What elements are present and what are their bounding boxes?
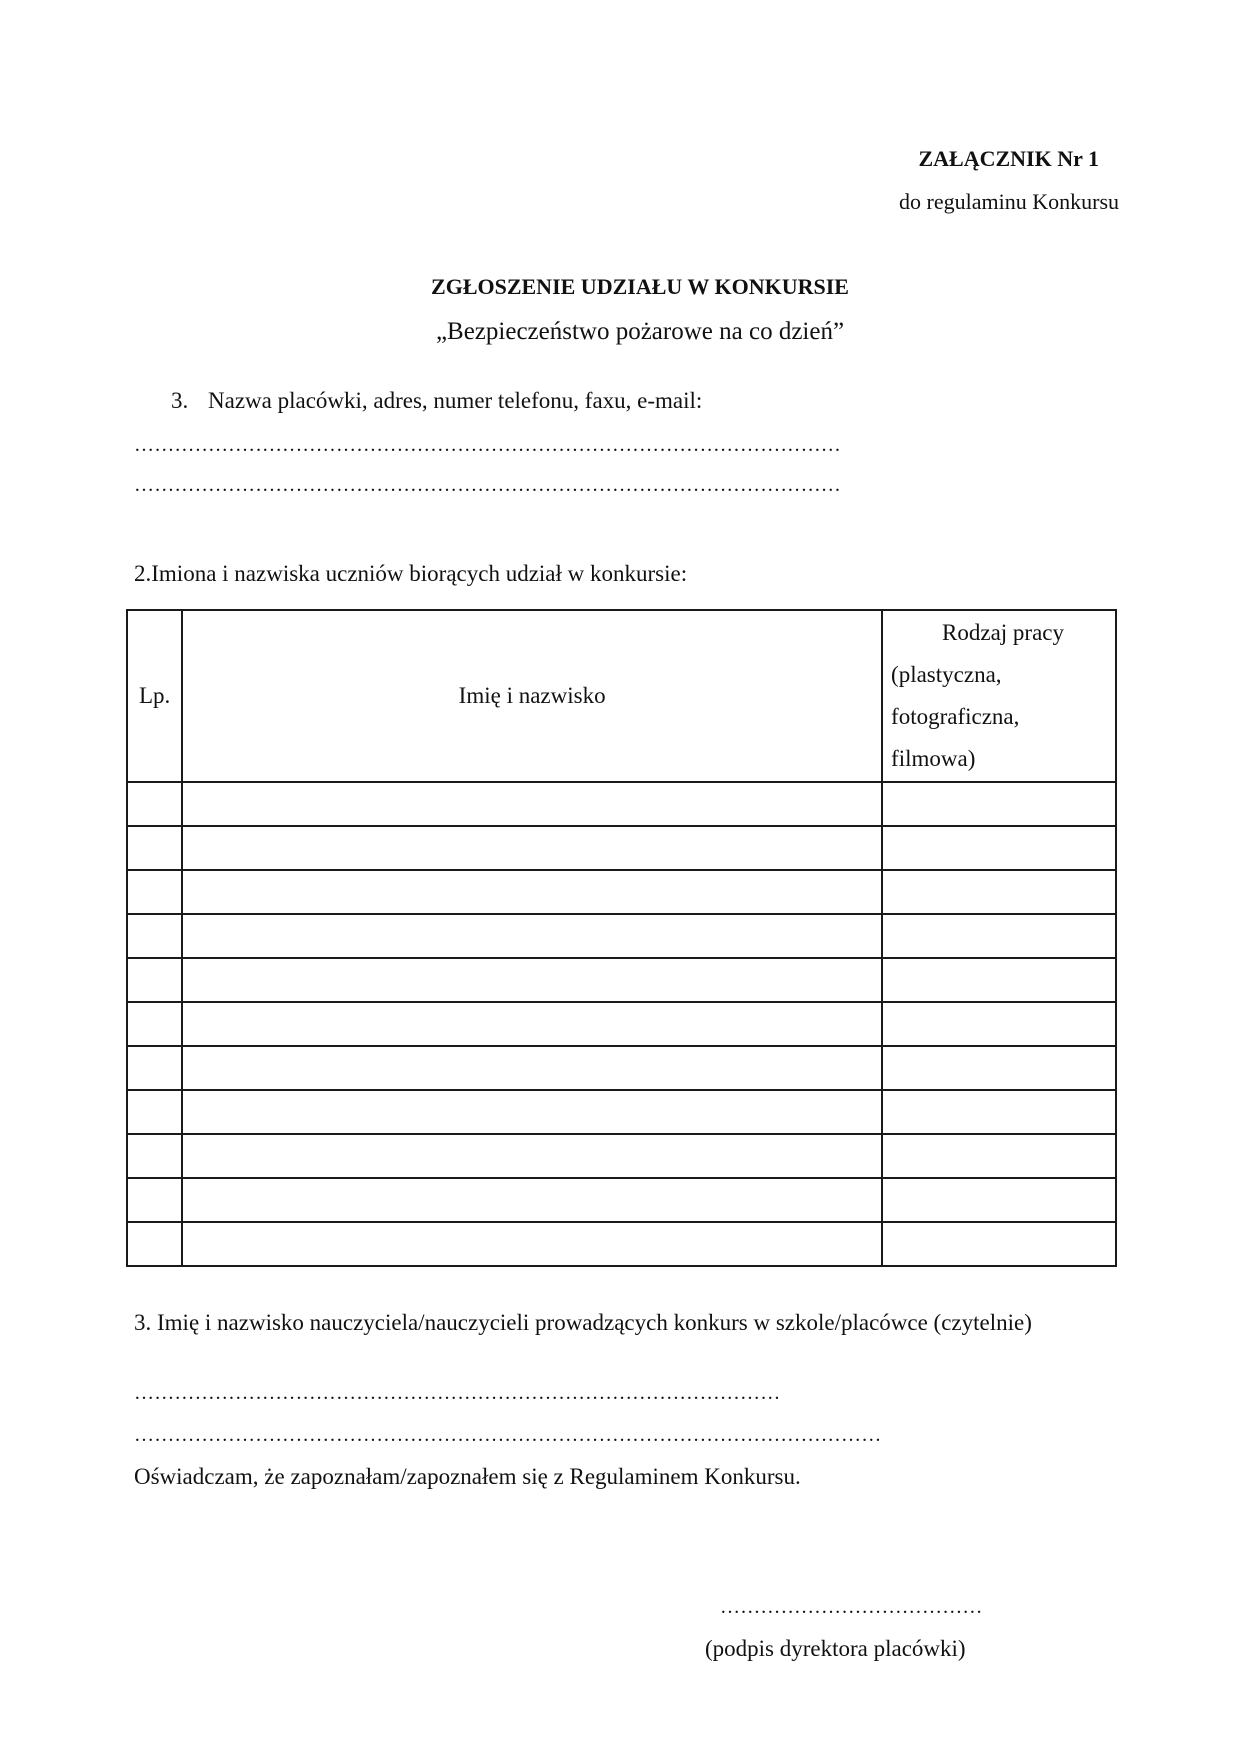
lp-cell[interactable] xyxy=(127,1046,182,1090)
table-row xyxy=(127,870,1116,914)
table-row xyxy=(127,1222,1116,1266)
work-type-cell[interactable] xyxy=(882,870,1116,914)
lp-cell[interactable] xyxy=(127,782,182,826)
table-row xyxy=(127,782,1116,826)
section3-label: 3. Imię i nazwisko nauczyciela/nauczycieli prowadzących konkurs w szkole/placówce (czytelnie) xyxy=(134,1310,1032,1335)
lp-cell[interactable] xyxy=(127,914,182,958)
column-header-name: Imię i nazwisko xyxy=(182,610,882,782)
name-cell[interactable] xyxy=(182,1178,882,1222)
name-cell[interactable] xyxy=(182,1134,882,1178)
name-cell[interactable] xyxy=(182,826,882,870)
work-type-cell[interactable] xyxy=(882,1002,1116,1046)
form-title: ZGŁOSZENIE UDZIAŁU W KONKURSIE xyxy=(431,274,849,299)
table-row xyxy=(127,958,1116,1002)
work-type-line-1: Rodzaj pracy xyxy=(942,620,1065,645)
lp-cell[interactable] xyxy=(127,1134,182,1178)
work-type-cell[interactable] xyxy=(882,1090,1116,1134)
attachment-title: ZAŁĄCZNIK Nr 1 xyxy=(918,146,1099,171)
table-row xyxy=(127,1002,1116,1046)
work-type-line-3: fotograficzna, xyxy=(891,704,1020,729)
section1-fill-line-1[interactable]: …………………………………………………………………………………………… xyxy=(134,434,841,456)
form-subtitle: „Bezpieczeństwo pożarowe na co dzień” xyxy=(435,318,845,345)
name-cell[interactable] xyxy=(182,1046,882,1090)
work-type-cell[interactable] xyxy=(882,1134,1116,1178)
name-cell[interactable] xyxy=(182,1090,882,1134)
section1-fill-line-2[interactable]: …………………………………………………………………………………………… xyxy=(134,474,841,496)
section3-fill-line-1[interactable]: …………………………………………………………………………………… xyxy=(134,1382,781,1404)
statement-text: Oświadczam, że zapoznałam/zapoznałem się z Regulaminem Konkursu. xyxy=(134,1464,801,1489)
lp-cell[interactable] xyxy=(127,1090,182,1134)
students-table xyxy=(126,609,1117,1267)
lp-cell[interactable] xyxy=(127,958,182,1002)
table-header-row xyxy=(127,610,1116,782)
lp-cell[interactable] xyxy=(127,1222,182,1266)
name-cell[interactable] xyxy=(182,782,882,826)
section3-fill-line-2[interactable]: ………………………………………………………………………………………………… xyxy=(134,1424,882,1446)
lp-cell[interactable] xyxy=(127,826,182,870)
table-row xyxy=(127,1046,1116,1090)
work-type-cell[interactable] xyxy=(882,914,1116,958)
section1-number: 3. xyxy=(171,388,189,413)
name-cell[interactable] xyxy=(182,1222,882,1266)
signature-line[interactable]: ………………………………… xyxy=(720,1596,983,1618)
work-type-cell[interactable] xyxy=(882,958,1116,1002)
section1-label: Nazwa placówki, adres, numer telefonu, faxu, e-mail: xyxy=(208,388,703,413)
name-cell[interactable] xyxy=(182,870,882,914)
attachment-subtitle: do regulaminu Konkursu xyxy=(899,189,1119,214)
name-cell[interactable] xyxy=(182,958,882,1002)
work-type-cell[interactable] xyxy=(882,782,1116,826)
column-header-work-type xyxy=(882,610,1116,782)
table-row xyxy=(127,1178,1116,1222)
name-cell[interactable] xyxy=(182,914,882,958)
name-cell[interactable] xyxy=(182,1002,882,1046)
work-type-line-2: (plastyczna, xyxy=(891,662,1002,687)
work-type-cell[interactable] xyxy=(882,826,1116,870)
table-row xyxy=(127,826,1116,870)
work-type-line-4: filmowa) xyxy=(891,746,976,771)
lp-cell[interactable] xyxy=(127,870,182,914)
section2-label: 2.Imiona i nazwiska uczniów biorących udział w konkursie: xyxy=(134,561,688,586)
lp-cell[interactable] xyxy=(127,1178,182,1222)
table-row xyxy=(127,1134,1116,1178)
work-type-cell[interactable] xyxy=(882,1178,1116,1222)
table-row xyxy=(127,1090,1116,1134)
work-type-cell[interactable] xyxy=(882,1046,1116,1090)
column-header-lp: Lp. xyxy=(127,610,182,782)
signature-label: (podpis dyrektora placówki) xyxy=(705,1636,966,1661)
work-type-cell[interactable] xyxy=(882,1222,1116,1266)
table-row xyxy=(127,914,1116,958)
lp-cell[interactable] xyxy=(127,1002,182,1046)
